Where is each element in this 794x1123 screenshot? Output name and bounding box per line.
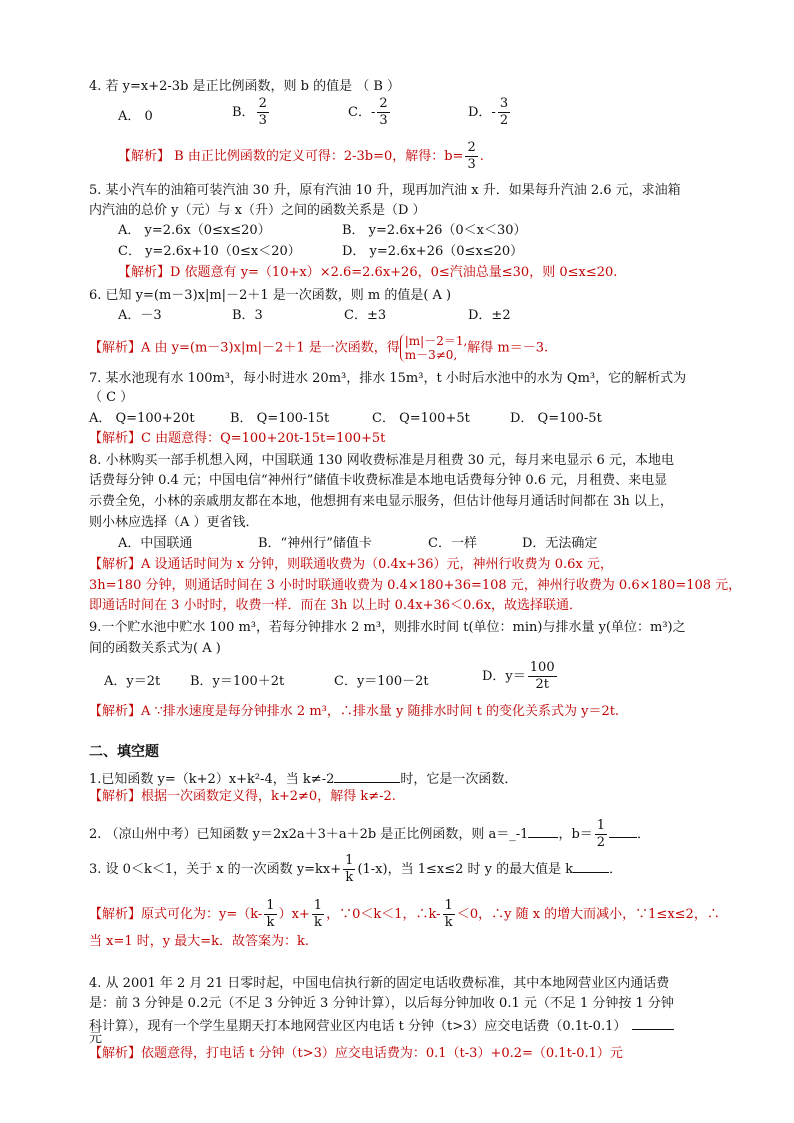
q9-option-d [482,660,559,693]
q8-analysis-line3: 即通话时间在 3 小时时，收费一样．而在 3h 以上时 0.4x+36＜0.6x，故选择联通． [89,598,583,613]
section-heading: 二、填空题 [89,744,159,760]
q7-option-a: A． Q=100+20t [89,411,195,426]
answer-blank[interactable] [573,858,609,873]
numerator: 1 [313,898,323,913]
q8-stem-line2: 话费每分钟 0.4 元；中国电信“神州行”储值卡收费标准是本地电话费每分钟 0.6 元，月租费、来电显 [89,473,668,488]
denominator: 3 [379,113,388,128]
option-label: B． [232,105,255,120]
numerator: 2 [467,140,476,155]
stem-text: ，b＝ [558,827,593,842]
q4-option-b [232,96,271,129]
q5-option-b: B． y=2.6x+26（0＜x＜30） [342,223,527,238]
q9-option-a: A．y＝2t [104,674,161,689]
fraction [498,96,510,129]
f3-stem [89,853,622,886]
f3-analysis-line1 [89,898,720,931]
q8-stem-line1: 8. 小林购买一部手机想入网，中国联通 130 网收费标准是月租费 30 元，每月来电显示 6 元，本地电 [89,453,674,468]
answer-blank[interactable] [528,823,558,838]
stem-text: ． [609,862,623,877]
q9-stem-line1: 9.一个贮水池中贮水 100 m³，若每分钟排水 2 m³，则排水时间 t(单位：min)与排水量 y(单位：m³)之 [89,620,686,635]
f4-analysis: 【解析】依题意得，打电话 t 分钟（t>3）应交电话费为：0.1（t-3）+0.2=（0.1t-0.1）元 [89,1046,623,1061]
f1-stem [89,768,517,789]
analysis-suffix: 解得 m＝－3. [467,340,549,356]
equation-system [400,334,468,362]
q5-stem-line2: 内汽油的总价 y（元）与 x（升）之间的函数关系是（D ） [89,203,426,218]
q9-option-c: C．y＝100－2t [334,674,429,689]
q6-option-c: C．±3 [344,308,387,323]
analysis-text: 【解析】A 由 y=(m－3)x|m|－2＋1 是一次函数，得 [89,340,400,356]
q8-analysis-line1: 【解析】A 设通话时间为 x 分钟，则联通收费为（0.4x+36）元，神州行收费为 0.6x 元， [89,557,613,572]
q8-stem-line4: 则小林应选择（A ）更省钱． [89,515,259,530]
q6-analysis [89,334,548,362]
analysis-text: ，∵0＜k＜1，∴k- [326,907,441,922]
numerator: 1 [266,898,275,913]
q8-option-d: D．无法确定 [522,536,598,551]
analysis-text: 【解析】原式可化为：y=（k- [89,907,263,922]
numerator: 3 [499,96,509,111]
f4-stem-line2: 是：前 3 分钟是 0.2元（不足 3 分钟近 3 分钟计算），以后每分钟加收 0.1 元（不足 1 分钟按 1 分钟 [89,996,674,1011]
q7-stem-line2: （ C ） [89,390,134,405]
numerator: 2 [379,96,388,111]
denominator: k [345,870,354,885]
fraction [528,660,557,693]
numerator: 100 [529,660,555,675]
q8-option-c: C．一样 [428,536,477,551]
fraction [465,140,477,173]
answer-blank[interactable] [632,1015,674,1030]
q6-stem: 6. 已知 y=(m－3)x|m|－2＋1 是一次函数，则 m 的值是( A ) [89,288,452,303]
q6-option-d: D．±2 [468,308,511,323]
q4-option-c [348,96,392,129]
q6-option-b: B．3 [232,308,263,323]
analysis-text: 【解析】 B 由正比例函数的定义可得：2-3b=0，解得：b= [118,149,464,164]
q7-option-c: C． Q=100+5t [372,411,470,426]
option-label: D．- [468,105,496,120]
q4-option-d [468,96,512,129]
f1-analysis: 【解析】根据一次函数定义得，k+2≠0，解得 k≠-2. [89,789,396,804]
q5-option-d: D． y=2.6x+26（0≤x≤20） [342,244,524,259]
q7-analysis: 【解析】C 由题意得：Q=100+20t-15t=100+5t [89,431,386,446]
analysis-text: ）x+ [278,907,310,922]
q7-option-b: B． Q=100-15t [230,411,330,426]
q7-option-d: D． Q=100-5t [510,411,602,426]
fraction [343,853,355,886]
fraction [377,96,389,129]
fraction [443,898,455,931]
q4-stem: 4. 若 y=x+2-3b 是正比例函数，则 b 的值是 （ B ） [89,79,401,94]
q5-stem-line1: 5. 某小汽车的油箱可装汽油 30 升，原有汽油 10 升，现再加汽油 x 升．如果每升汽油 2.6 元，求油箱 [89,183,681,198]
equation-line: m－3≠0, [404,348,458,362]
q8-analysis-line2: 3h=180 分钟，则通话时间在 3 小时时联通收费为 0.4×180+36=108 元，神州行收费为 0.6×180=108 元， [89,578,742,593]
stem-text: 3. 设 0＜k＜1，关于 x 的一次函数 y=kx+ [89,862,342,877]
f3-analysis-line2: 当 x=1 时，y 最大=k．故答案为：k. [89,934,310,949]
denominator: 3 [467,157,476,172]
numerator: 1 [444,898,453,913]
numerator: 1 [345,853,354,868]
q9-stem-line2: 间的函数关系式为( A ) [89,641,221,656]
answer-blank[interactable] [334,768,400,783]
f4-stem-line3 [89,1015,674,1036]
q8-option-a: A．中国联通 [118,536,193,551]
q7-stem-line1: 7. 某水池现有水 100m³，每小时进水 20m³，排水 15m³，t 小时后水池中的水为 Qm³，它的解析式为 [89,371,687,386]
q5-option-c: C． y=2.6x+10（0≤x＜20） [118,244,301,259]
q8-stem-line3: 示费全免，小林的亲戚朋友都在本地，他想拥有来电显示服务，但估计他每月通话时间都在 3h 以上， [89,494,673,509]
stem-text: 时，它是一次函数． [400,772,518,787]
stem-text: 1.已知函数 y=（k+2）x+k²-4，当 k≠-2 [89,772,335,787]
denominator: 2t [535,677,549,692]
denominator: k [313,915,322,930]
q8-option-b: B．“神州行”储值卡 [258,536,372,551]
denominator: k [444,915,453,930]
period: ． [637,827,651,842]
q9-option-b: B．y＝100＋2t [190,674,285,689]
q6-option-a: A．－3 [118,308,162,323]
f4-stem-line1: 4. 从 2001 年 2 月 21 日零时起，中国电信执行新的固定电话收费标准，其中本地网营业区内通话费 [89,976,670,991]
answer-blank[interactable] [609,823,637,838]
numerator: 2 [258,96,267,111]
numerator: 1 [596,818,606,833]
denominator: 2 [499,113,509,128]
denominator: 3 [258,113,267,128]
analysis-suffix: . [479,149,484,164]
q9-analysis: 【解析】A ∵排水速度是每分钟排水 2 m³，∴排水量 y 随排水时间 t 的变化关系式为 y＝2t. [89,704,620,719]
fraction [595,818,607,851]
f2-stem [89,818,650,851]
analysis-text: ＜0，∴y 随 x 的增大而减小，∵1≤x≤2，∴ [456,907,720,922]
option-label: D．y＝ [482,669,526,684]
q4-option-a: A． 0 [118,109,153,124]
denominator: 2 [596,835,606,850]
option-label: C．- [348,105,376,120]
stem-text: 2. （凉山州中考）已知函数 y＝2x2a＋3＋a＋2b 是正比例函数，则 a＝_-1 [89,827,529,842]
q5-option-a: A． y=2.6x（0≤x≤20） [118,223,271,238]
fraction [264,898,276,931]
fraction [257,96,269,129]
q4-analysis [118,140,484,173]
equation-line: |m|－2＝1, [404,334,468,348]
stem-text: (1-x)，当 1≤x≤2 时 y 的最大值是 k [357,862,574,877]
f4-stem-line4: 元 [89,1031,103,1046]
q5-analysis: 【解析】D 依题意有 y=（10+x）×2.6=2.6x+26，0≤汽油总量≤30，则 0≤x≤20. [118,265,618,280]
denominator: k [266,915,275,930]
stem-text: 科计算），现有一个学生星期天打本地网营业区内电话 t 分钟（t>3）应交电话费（0.1t-0.1） [89,1019,627,1034]
fraction [312,898,324,931]
